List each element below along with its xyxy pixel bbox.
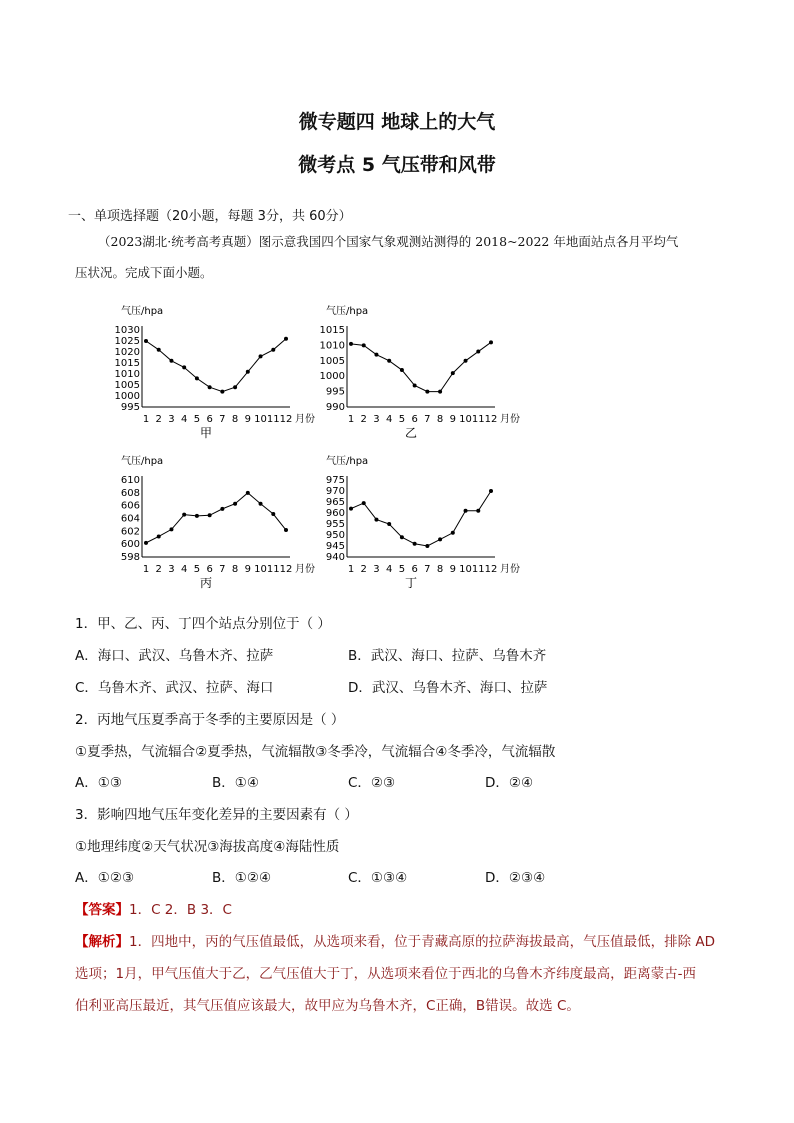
y-axis-label: 气压/hpa — [121, 456, 164, 467]
data-point — [425, 544, 429, 548]
q2-option-a[interactable]: A．①③ — [75, 775, 122, 791]
x-tick-label: 10 — [459, 414, 472, 425]
y-tick-label: 960 — [325, 508, 345, 519]
data-point — [374, 518, 378, 522]
y-tick-label: 1010 — [114, 369, 140, 380]
page-title: 微专题四 地球上的大气 — [298, 111, 496, 133]
analysis-line-1 — [75, 930, 715, 950]
page-subtitle: 微考点 5 气压带和风带 — [298, 154, 496, 176]
x-tick-label: 12 — [484, 414, 498, 425]
x-tick-label: 12 — [484, 564, 498, 575]
data-point — [476, 509, 480, 513]
data-point — [233, 502, 237, 506]
y-tick-label: 1010 — [319, 340, 345, 352]
analysis-line-2: 选项；1月，甲气压值大于乙，乙气压值大于丁，从选项来看位于西北的乌鲁木齐纬度最高，距离蒙古-西 — [75, 966, 696, 982]
y-tick-label: 1030 — [114, 325, 140, 336]
data-point — [413, 383, 417, 387]
x-tick-label: 5 — [398, 564, 406, 575]
data-point — [438, 390, 442, 394]
y-tick-label: 1005 — [114, 380, 140, 391]
x-tick-label: 4 — [180, 564, 188, 575]
x-tick-label: 9 — [244, 414, 252, 425]
chart-name: 甲 — [199, 426, 213, 440]
x-axis-label: 月份 — [295, 414, 315, 425]
data-point — [387, 359, 391, 363]
y-tick-label: 975 — [325, 475, 345, 486]
y-axis-label: 气压/hpa — [121, 306, 164, 317]
data-point — [284, 528, 288, 532]
x-tick-label: 10 — [459, 564, 472, 575]
x-tick-label: 5 — [193, 414, 201, 425]
q1-option-a[interactable]: A．海口、武汉、乌鲁木齐、拉萨 — [75, 648, 274, 664]
data-point — [208, 385, 212, 389]
answer-block — [75, 898, 232, 918]
x-tick-label: 11 — [471, 414, 485, 425]
x-tick-label: 3 — [373, 414, 380, 425]
x-axis-label: 月份 — [500, 564, 520, 575]
y-tick-label: 945 — [325, 541, 345, 552]
data-point — [144, 541, 148, 545]
y-tick-label: 1000 — [319, 371, 345, 383]
y-tick-label: 610 — [120, 475, 140, 486]
q2-option-d[interactable]: D．②④ — [485, 775, 534, 791]
x-axis-label: 月份 — [295, 564, 315, 575]
x-tick-label: 2 — [360, 414, 367, 425]
x-tick-label: 9 — [449, 564, 457, 575]
x-tick-label: 3 — [373, 564, 380, 575]
x-tick-label: 8 — [436, 414, 444, 425]
x-tick-label: 11 — [266, 414, 280, 425]
x-tick-label: 9 — [244, 564, 252, 575]
chart-jia — [105, 300, 315, 445]
q2-option-b[interactable]: B．①④ — [212, 775, 259, 791]
x-tick-label: 1 — [347, 564, 355, 575]
x-tick-label: 3 — [168, 564, 175, 575]
question-3-items: ①地理纬度②天气状况③海拔高度④海陆性质 — [75, 839, 340, 855]
y-tick-label: 1025 — [114, 336, 140, 347]
analysis-label: 【解析】 — [75, 934, 129, 950]
y-tick-label: 606 — [120, 500, 140, 512]
data-point — [182, 365, 186, 369]
intro-text-2: 压状况。完成下面小题。 — [75, 265, 213, 280]
chart-name: 丁 — [404, 576, 418, 590]
x-tick-label: 1 — [142, 414, 150, 425]
question-3-stem: 3．影响四地气压年变化差异的主要因素有（ ） — [75, 807, 358, 823]
answer-label: 【答案】 — [75, 902, 129, 918]
x-tick-label: 4 — [180, 414, 188, 425]
data-point — [246, 491, 250, 495]
chart-name: 乙 — [404, 426, 418, 440]
y-axis-label: 气压/hpa — [326, 456, 369, 467]
x-tick-label: 12 — [279, 414, 293, 425]
y-tick-label: 1015 — [319, 325, 345, 336]
question-2-stem: 2．丙地气压夏季高于冬季的主要原因是（ ） — [75, 712, 345, 728]
x-tick-label: 12 — [279, 564, 293, 575]
data-point — [489, 489, 493, 493]
chart-bing — [105, 450, 315, 600]
data-point — [349, 507, 353, 511]
data-point — [259, 502, 263, 506]
data-point — [169, 527, 173, 531]
data-point — [374, 353, 378, 357]
data-point — [464, 509, 468, 513]
x-tick-label: 10 — [254, 414, 267, 425]
data-point — [451, 371, 455, 375]
x-tick-label: 2 — [155, 564, 162, 575]
data-point — [387, 522, 391, 526]
q3-option-c[interactable]: C．①③④ — [348, 870, 408, 886]
y-axis-label: 气压/hpa — [326, 306, 369, 317]
data-point — [246, 370, 250, 374]
x-tick-label: 8 — [231, 564, 239, 575]
y-tick-label: 600 — [120, 539, 140, 551]
data-point — [182, 513, 186, 517]
q3-option-b[interactable]: B．①②④ — [212, 870, 272, 886]
series-line — [351, 491, 491, 546]
x-tick-label: 1 — [142, 564, 150, 575]
y-tick-label: 995 — [325, 386, 345, 398]
chart-yi — [310, 300, 560, 445]
data-point — [362, 343, 366, 347]
x-tick-label: 9 — [449, 414, 457, 425]
q1-option-d[interactable]: D．武汉、乌鲁木齐、海口、拉萨 — [348, 680, 548, 696]
x-tick-label: 7 — [219, 564, 226, 575]
x-tick-label: 11 — [471, 564, 485, 575]
x-tick-label: 4 — [385, 564, 393, 575]
y-tick-label: 950 — [325, 530, 345, 541]
analysis-text-1: 1．四地中，丙的气压值最低，从选项来看，位于青藏高原的拉萨海拔最高，气压值最低，排除 AD — [129, 934, 716, 950]
x-tick-label: 5 — [398, 414, 406, 425]
x-axis-label: 月份 — [500, 414, 520, 425]
data-point — [157, 348, 161, 352]
data-point — [233, 385, 237, 389]
question-1-stem: 1．甲、乙、丙、丁四个站点分别位于（ ） — [75, 616, 331, 632]
x-tick-label: 6 — [206, 564, 213, 575]
x-tick-label: 2 — [360, 564, 367, 575]
data-point — [169, 359, 173, 363]
section-heading: 一、单项选择题（20小题，每题 3分，共 60分） — [68, 209, 352, 224]
series-line — [351, 342, 491, 391]
x-tick-label: 6 — [411, 414, 418, 425]
data-point — [220, 507, 224, 511]
y-tick-label: 965 — [325, 497, 345, 508]
chart-ding — [310, 450, 560, 600]
y-tick-label: 1015 — [114, 358, 140, 369]
data-point — [476, 350, 480, 354]
question-2-items: ①夏季热，气流辐合②夏季热，气流辐散③冬季冷，气流辐合④冬季冷，气流辐散 — [75, 744, 556, 760]
data-point — [400, 368, 404, 372]
intro-text-1: （2023湖北·统考高考真题）图示意我国四个国家气象观测站测得的 2018~2022 年地面站点各月平均气 — [98, 234, 679, 249]
x-tick-label: 7 — [424, 564, 431, 575]
y-tick-label: 604 — [120, 513, 140, 525]
series-line — [146, 339, 286, 392]
data-point — [195, 376, 199, 380]
q1-option-c[interactable]: C．乌鲁木齐、武汉、拉萨、海口 — [75, 680, 274, 696]
answer-text: 1．C 2．B 3．C — [129, 902, 232, 918]
x-tick-label: 6 — [411, 564, 418, 575]
y-tick-label: 955 — [325, 519, 345, 530]
y-tick-label: 608 — [120, 487, 140, 499]
y-tick-label: 990 — [325, 402, 345, 413]
series-line — [146, 493, 286, 543]
y-tick-label: 995 — [120, 402, 140, 413]
data-point — [413, 542, 417, 546]
q3-option-d[interactable]: D．②③④ — [485, 870, 546, 886]
x-tick-label: 3 — [168, 414, 175, 425]
q3-option-a[interactable]: A．①②③ — [75, 870, 135, 886]
q1-option-b[interactable]: B．武汉、海口、拉萨、乌鲁木齐 — [348, 648, 547, 664]
data-point — [220, 390, 224, 394]
x-tick-label: 8 — [436, 564, 444, 575]
data-point — [271, 348, 275, 352]
data-point — [259, 354, 263, 358]
x-tick-label: 1 — [347, 414, 355, 425]
data-point — [464, 359, 468, 363]
data-point — [489, 340, 493, 344]
data-point — [425, 390, 429, 394]
y-tick-label: 940 — [325, 552, 345, 563]
x-tick-label: 8 — [231, 414, 239, 425]
x-tick-label: 5 — [193, 564, 201, 575]
y-tick-label: 1005 — [319, 355, 345, 367]
data-point — [438, 537, 442, 541]
data-point — [157, 534, 161, 538]
data-point — [362, 501, 366, 505]
y-tick-label: 970 — [325, 486, 345, 497]
x-tick-label: 10 — [254, 564, 267, 575]
x-tick-label: 7 — [219, 414, 226, 425]
y-tick-label: 1000 — [114, 391, 140, 402]
x-tick-label: 7 — [424, 414, 431, 425]
y-tick-label: 602 — [120, 526, 140, 538]
data-point — [144, 339, 148, 343]
y-tick-label: 598 — [120, 552, 140, 563]
data-point — [349, 342, 353, 346]
x-tick-label: 4 — [385, 414, 393, 425]
data-point — [400, 535, 404, 539]
data-point — [451, 531, 455, 535]
q2-option-c[interactable]: C．②③ — [348, 775, 396, 791]
y-tick-label: 1020 — [114, 347, 140, 358]
x-tick-label: 11 — [266, 564, 280, 575]
data-point — [271, 512, 275, 516]
data-point — [284, 337, 288, 341]
analysis-line-3: 伯利亚高压最近，其气压值应该最大，故甲应为乌鲁木齐，C正确，B错误。故选 C。 — [75, 998, 580, 1014]
chart-name: 丙 — [199, 576, 213, 590]
x-tick-label: 6 — [206, 414, 213, 425]
data-point — [195, 514, 199, 518]
data-point — [208, 513, 212, 517]
x-tick-label: 2 — [155, 414, 162, 425]
